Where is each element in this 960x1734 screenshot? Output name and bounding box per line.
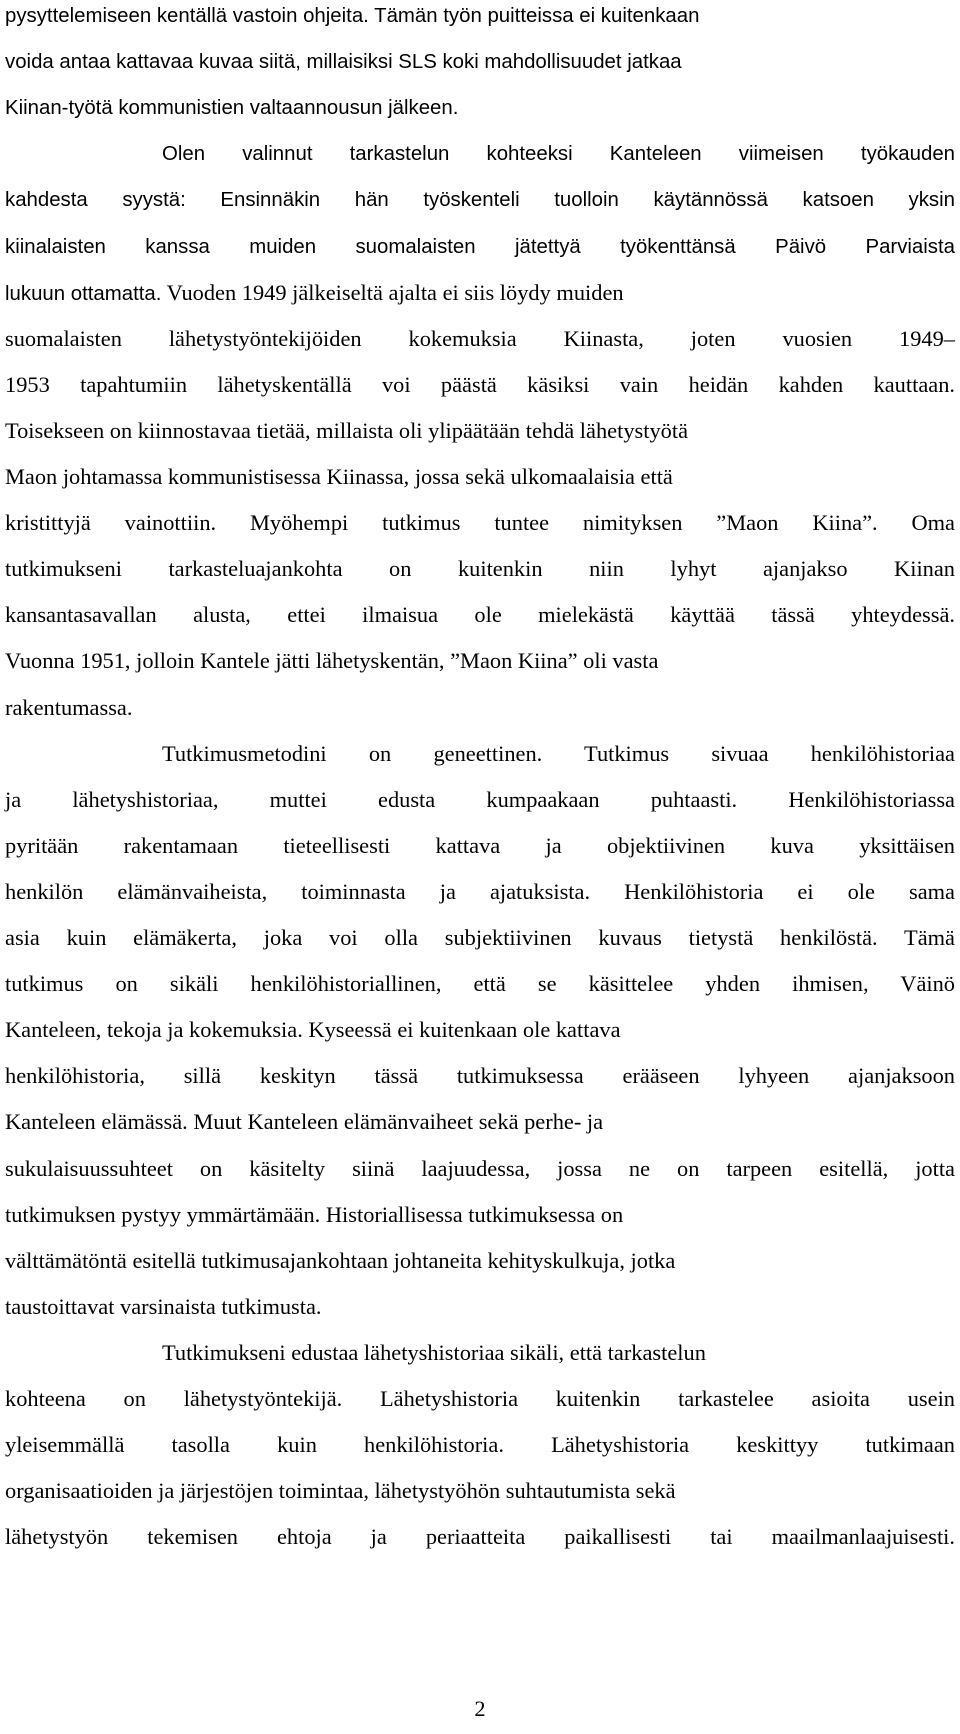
text-line: tutkimus on sikäli henkilöhistoriallinen, että se käsittelee yhden ihmisen, Väinö xyxy=(5,971,955,997)
text-run-sans: lukuun ottamatta. xyxy=(5,282,162,305)
text-line: kiinalaisten kanssa muiden suomalaisten jätettyä työkenttänsä Päivö Parviaista xyxy=(5,235,955,258)
text-line: Kanteleen elämässä. Muut Kanteleen elämänvaiheet sekä perhe- ja xyxy=(5,1109,604,1135)
page-number: 2 xyxy=(474,1696,486,1721)
text-line: välttämätöntä esitellä tutkimusajankohtaan johtaneita kehityskulkuja, jotka xyxy=(5,1247,676,1273)
text-line: pyritään rakentamaan tieteellisesti kattava ja objektiivinen kuva yksittäisen xyxy=(5,832,955,858)
text-line: Toisekseen on kiinnostavaa tietää, millaista oli ylipäätään tehdä lähetystyötä xyxy=(5,417,689,443)
text-line: kansantasavallan alusta, ettei ilmaisua ole mielekästä käyttää tässä yhteydessä. xyxy=(5,602,955,628)
text-line: 1953 tapahtumiin lähetyskentällä voi päästä käsiksi vain heidän kahden kauttaan. xyxy=(5,371,955,397)
text-line: suomalaisten lähetystyöntekijöiden kokemuksia Kiinasta, joten vuosien 1949– xyxy=(5,325,955,351)
text-run-serif: Vuoden 1949 jälkeiseltä ajalta ei siis löydy muiden xyxy=(161,279,624,305)
text-line: asia kuin elämäkerta, joka voi olla subjektiivinen kuvaus tietystä henkilöstä. Tämä xyxy=(5,925,955,950)
text-line: Kanteleen, tekoja ja kokemuksia. Kyseessä ei kuitenkaan ole kattava xyxy=(5,1017,621,1043)
text-line: organisaatioiden ja järjestöjen toimintaa, lähetystyöhön suhtautumista sekä xyxy=(5,1478,676,1504)
text-line: sukulaisuussuhteet on käsitelty siinä laajuudessa, jossa ne on tarpeen esitellä, jotta xyxy=(5,1155,955,1181)
text-line: yleisemmällä tasolla kuin henkilöhistoria. Lähetyshistoria keskittyy tutkimaan xyxy=(5,1432,955,1458)
text-line: henkilön elämänvaiheista, toiminnasta ja ajatuksista. Henkilöhistoria ei ole sama xyxy=(5,878,955,904)
text-line: ja lähetyshistoriaa, muttei edusta kumpaakaan puhtaasti. Henkilöhistoriassa xyxy=(5,786,955,812)
text-line: kristittyjä vainottiin. Myöhempi tutkimus tuntee nimityksen ”Maon Kiina”. Oma xyxy=(5,510,955,536)
text-line: henkilöhistoria, sillä keskityn tässä tutkimuksessa erääseen lyhyeen ajanjaksoon xyxy=(5,1063,955,1089)
text-line xyxy=(5,277,955,309)
text-line: pysyttelemiseen kentällä vastoin ohjeita. Tämän työn puitteissa ei kuitenkaan xyxy=(5,5,700,27)
text-line: Olen valinnut tarkastelun kohteeksi Kanteleen viimeisen työkauden xyxy=(162,143,955,166)
text-line: lähetystyön tekemisen ehtoja ja periaatteita paikallisesti tai maailmanlaajuisesti. xyxy=(5,1524,955,1550)
text-line: tutkimuksen pystyy ymmärtämään. Historiallisessa tutkimuksessa on xyxy=(5,1201,624,1227)
text-line: Maon johtamassa kommunistisessa Kiinassa, jossa sekä ulkomaalaisia että xyxy=(5,464,673,489)
text-line: Tutkimusmetodini on geneettinen. Tutkimus sivuaa henkilöhistoriaa xyxy=(162,740,955,766)
text-line: voida antaa kattavaa kuvaa siitä, millaisiksi SLS koki mahdollisuudet jatkaa xyxy=(5,51,682,74)
text-line: Tutkimukseni edustaa lähetyshistoriaa sikäli, että tarkastelun xyxy=(162,1339,706,1365)
text-line: kahdesta syystä: Ensinnäkin hän työskenteli tuolloin käytännössä katsoen yksin xyxy=(5,189,955,212)
text-line: taustoittavat varsinaista tutkimusta. xyxy=(5,1293,322,1319)
text-line: tutkimukseni tarkasteluajankohta on kuitenkin niin lyhyt ajanjakso Kiinan xyxy=(5,556,955,582)
text-line: rakentumassa. xyxy=(5,694,133,720)
text-line: Kiinan-työtä kommunistien valtaannousun jälkeen. xyxy=(5,97,459,120)
text-line: Vuonna 1951, jolloin Kantele jätti lähetyskentän, ”Maon Kiina” oli vasta xyxy=(5,648,659,674)
text-line: kohteena on lähetystyöntekijä. Lähetyshistoria kuitenkin tarkastelee asioita usein xyxy=(5,1386,955,1411)
